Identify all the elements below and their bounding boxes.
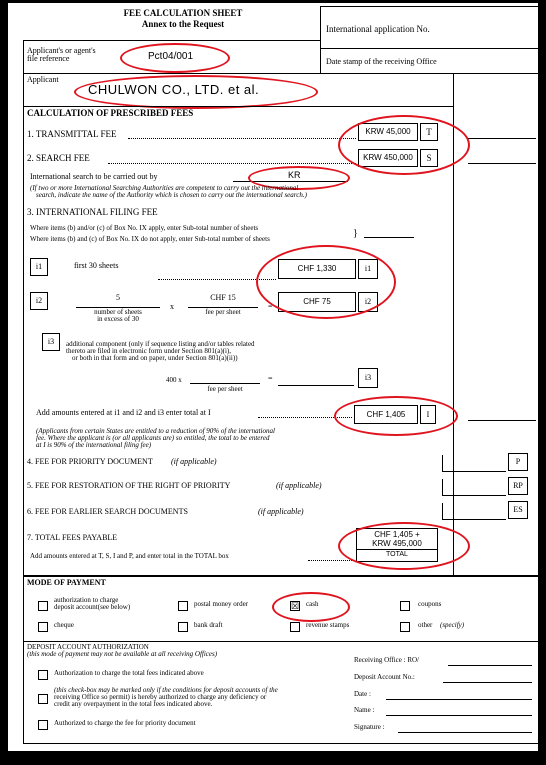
i3-code: i3 [47, 337, 55, 346]
other-label: other [418, 621, 433, 629]
receiving-office-line[interactable] [448, 665, 532, 666]
cheque-checkbox[interactable] [38, 622, 48, 632]
reduction-note-2: fee. Where the applicant is (or all applicants are) so entitled, the total to be entered [36, 434, 270, 442]
total-fees-label: 7. TOTAL FEES PAYABLE [27, 533, 118, 542]
sheets-caption-2: in excess of 30 [97, 315, 139, 323]
reduction-note-1: (Applicants from certain States are entitled to a reduction of 90% of the international [36, 427, 275, 435]
calc-heading: CALCULATION OF PRESCRIBED FEES [27, 108, 194, 118]
total-leader [308, 560, 354, 561]
date-label: Date : [354, 690, 371, 698]
ref-label-1: Applicant's or agent's [27, 46, 96, 55]
postal-checkbox[interactable] [178, 601, 188, 611]
date-stamp-label: Date stamp of the receiving Office [326, 57, 437, 66]
i3-code-right: i3 [364, 373, 372, 382]
priority-amount-tick [442, 455, 443, 471]
priority-code: P [515, 457, 521, 466]
i3-amount-line [278, 385, 354, 386]
i1-code: i1 [35, 262, 43, 271]
priority-note: (if applicable) [171, 457, 217, 466]
deposit-opt1-label: Authorization to charge the total fees indicated above [54, 669, 204, 677]
total-box-label: TOTAL [386, 551, 408, 558]
search-note-1: (If two or more International Searching Authorities are competent to carry out the international [30, 184, 299, 192]
header-divider [320, 6, 321, 73]
i3-code-right-box [358, 368, 378, 388]
i1-code-box [30, 258, 48, 276]
signature-line[interactable] [398, 732, 532, 733]
auth-charge-label-1: authorization to charge [54, 596, 119, 604]
form-subtitle: Annex to the Request [141, 19, 225, 29]
payment-heading: MODE OF PAYMENT [27, 578, 106, 587]
earlier-amount-line [442, 519, 506, 520]
cash-check-mark: ☒ [291, 601, 300, 611]
calc-top-line [23, 106, 453, 107]
ref-label-2: file reference [27, 54, 70, 63]
coupons-label: coupons [418, 600, 442, 608]
deposit-opt2-line2: receiving Office so permit) is hereby authorized to charge any deficiency or [54, 693, 267, 701]
auth-charge-label-2: deposit account(see below) [54, 603, 131, 611]
i3-fee-line [190, 383, 260, 384]
applicant-annotation-circle [74, 75, 318, 109]
auth-charge-checkbox[interactable] [38, 601, 48, 611]
deposit-opt2-checkbox[interactable] [38, 694, 48, 704]
search-amount: KRW 450,000 [363, 153, 413, 162]
deposit-heading: DEPOSIT ACCOUNT AUTHORIZATION [27, 643, 149, 651]
i1-i2-annotation-circle [256, 245, 396, 319]
earlier-code: ES [513, 505, 523, 514]
earlier-note: (if applicable) [258, 507, 304, 516]
applicant-value: CHULWON CO., LTD. et al. [88, 82, 260, 97]
i1-amount: CHF 1,330 [297, 264, 337, 273]
i3-text-1: additional component (only if sequence listing and/or tables related [66, 340, 255, 348]
first-30-label: first 30 sheets [74, 261, 119, 270]
form-title: FEE CALCULATION SHEET [123, 8, 243, 18]
deposit-opt3-checkbox[interactable] [38, 720, 48, 730]
deposit-top-line [23, 641, 538, 642]
receiving-office-label: Receiving Office : RO/ [354, 656, 419, 664]
right-border [538, 6, 539, 751]
restoration-label: 5. FEE FOR RESTORATION OF THE RIGHT OF PRIORITY [27, 481, 231, 490]
search-code: S [426, 153, 432, 163]
ref-annotation-circle [120, 43, 230, 73]
applicant-top-line [23, 73, 538, 74]
search-leader [108, 163, 356, 164]
filing-label: 3. INTERNATIONAL FILING FEE [27, 207, 158, 217]
name-label: Name : [354, 706, 375, 714]
total-i-amount: CHF 1,405 [366, 410, 406, 419]
coupons-checkbox[interactable] [400, 601, 410, 611]
bank-draft-checkbox[interactable] [178, 622, 188, 632]
search-note-2: search, indicate the name of the Authority which is chosen to carry out the international search.) [36, 191, 307, 199]
header-top-line [320, 6, 538, 7]
add-amounts-label: Add amounts entered at i1 and i2 and i3 enter total at I [36, 408, 211, 417]
total-i-right-line [468, 420, 536, 421]
sheets-count: 5 [116, 293, 120, 302]
other-note: (specify) [440, 621, 465, 629]
isa-value: KR [288, 170, 301, 180]
i3-multiplier: 400 x [166, 376, 182, 384]
other-checkbox[interactable] [400, 622, 410, 632]
i3-text-2: thereto are filed in electronic form under Section 801(a)(i), [66, 347, 232, 355]
transmittal-label: 1. TRANSMITTAL FEE [27, 129, 117, 139]
left-border-lower [23, 588, 24, 743]
cash-annotation-circle [272, 592, 350, 622]
filing-subtotal-line [364, 237, 414, 238]
deposit-no-line[interactable] [443, 682, 532, 683]
bank-draft-label: bank draft [194, 621, 223, 629]
i3-code-box [42, 333, 60, 351]
i2-amount: CHF 75 [303, 297, 331, 306]
left-border [23, 40, 24, 588]
restoration-code-box [508, 477, 528, 495]
revenue-stamps-label: revenue stamps [306, 621, 350, 629]
deposit-opt1-checkbox[interactable] [38, 670, 48, 680]
fees-ts-annotation-circle [338, 115, 470, 175]
reduction-note-3: at I is 90% of the international filing fee) [36, 441, 152, 449]
i3-fee-per-sheet: fee per sheet [207, 385, 243, 393]
name-line[interactable] [386, 715, 532, 716]
fee-per-sheet-caption: fee per sheet [205, 308, 241, 316]
ref-top-line [23, 40, 320, 41]
total-amount-line-1: CHF 1,405 + [374, 530, 420, 539]
isa-label: International search to be carried out by [30, 172, 158, 181]
deposit-opt3-label: Authorized to charge the fee for priority document [54, 719, 196, 727]
applicant-label: Applicant [27, 75, 59, 84]
deposit-subheading: (this mode of payment may not be available at all receiving Offices) [27, 650, 218, 658]
i3-equals: = [268, 374, 273, 383]
search-right-line [468, 163, 536, 164]
earlier-label: 6. FEE FOR EARLIER SEARCH DOCUMENTS [27, 507, 188, 516]
restoration-code: RP [513, 481, 523, 490]
filing-brace: } [353, 228, 358, 239]
restoration-note: (if applicable) [276, 481, 322, 490]
restoration-amount-line [442, 495, 506, 496]
filing-where-1: Where items (b) and/or (c) of Box No. IX apply, enter Sub-total number of sheets [30, 224, 259, 232]
i2-code-box [30, 292, 48, 310]
earlier-amount-tick [442, 503, 443, 519]
cash-label: cash [306, 600, 319, 608]
transmittal-code: T [426, 127, 432, 137]
deposit-opt2-line1: (this check-box may be marked only if the conditions for deposit accounts of the [54, 686, 278, 694]
total-amount-line-2: KRW 495,000 [372, 539, 422, 548]
equals-sign: = [268, 302, 273, 311]
i2-code-right: i2 [364, 297, 372, 306]
fee-calculation-sheet [8, 3, 538, 751]
file-reference-value: Pct04/001 [148, 51, 194, 62]
i2-code: i2 [35, 296, 43, 305]
payment-top-line [23, 575, 538, 577]
priority-amount-line [442, 471, 506, 472]
sheets-caption-1: number of sheets [94, 308, 142, 316]
signature-label: Signature : [354, 723, 385, 731]
priority-label: 4. FEE FOR PRIORITY DOCUMENT [27, 457, 153, 466]
bottom-line [23, 743, 538, 744]
filing-where-2: Where items (b) and (c) of Box No. IX do not apply, enter Sub-total number of sheets [30, 235, 270, 243]
i3-text-3: or both in that form and on paper, under Section 801(a)(ii)) [72, 354, 238, 362]
cheque-label: cheque [54, 621, 74, 629]
i1-code-right: i1 [364, 264, 372, 273]
deposit-no-label: Deposit Account No.: [354, 673, 415, 681]
transmittal-right-line [468, 138, 536, 139]
revenue-stamps-checkbox[interactable] [290, 622, 300, 632]
total-i-code: I [426, 410, 430, 419]
transmittal-amount: KRW 45,000 [365, 127, 411, 136]
deposit-opt2-line3: credit any overpayment in the total fees indicated above. [54, 700, 213, 708]
date-line[interactable] [386, 699, 532, 700]
per-sheet-fee: CHF 15 [210, 293, 236, 302]
postal-label: postal money order [194, 600, 249, 608]
transmittal-leader [128, 138, 356, 139]
earlier-code-box [508, 501, 528, 519]
restoration-amount-tick [442, 479, 443, 495]
intl-app-no-label: International application No. [326, 24, 430, 34]
total-annotation-circle [338, 522, 470, 570]
total-fees-instruction: Add amounts entered at T, S, I and P, and enter total in the TOTAL box [30, 552, 229, 560]
times-sign: x [170, 302, 174, 311]
priority-code-box [508, 453, 528, 471]
search-label: 2. SEARCH FEE [27, 153, 90, 163]
header-mid-line [320, 48, 538, 49]
total-i-annotation-circle [334, 396, 458, 436]
